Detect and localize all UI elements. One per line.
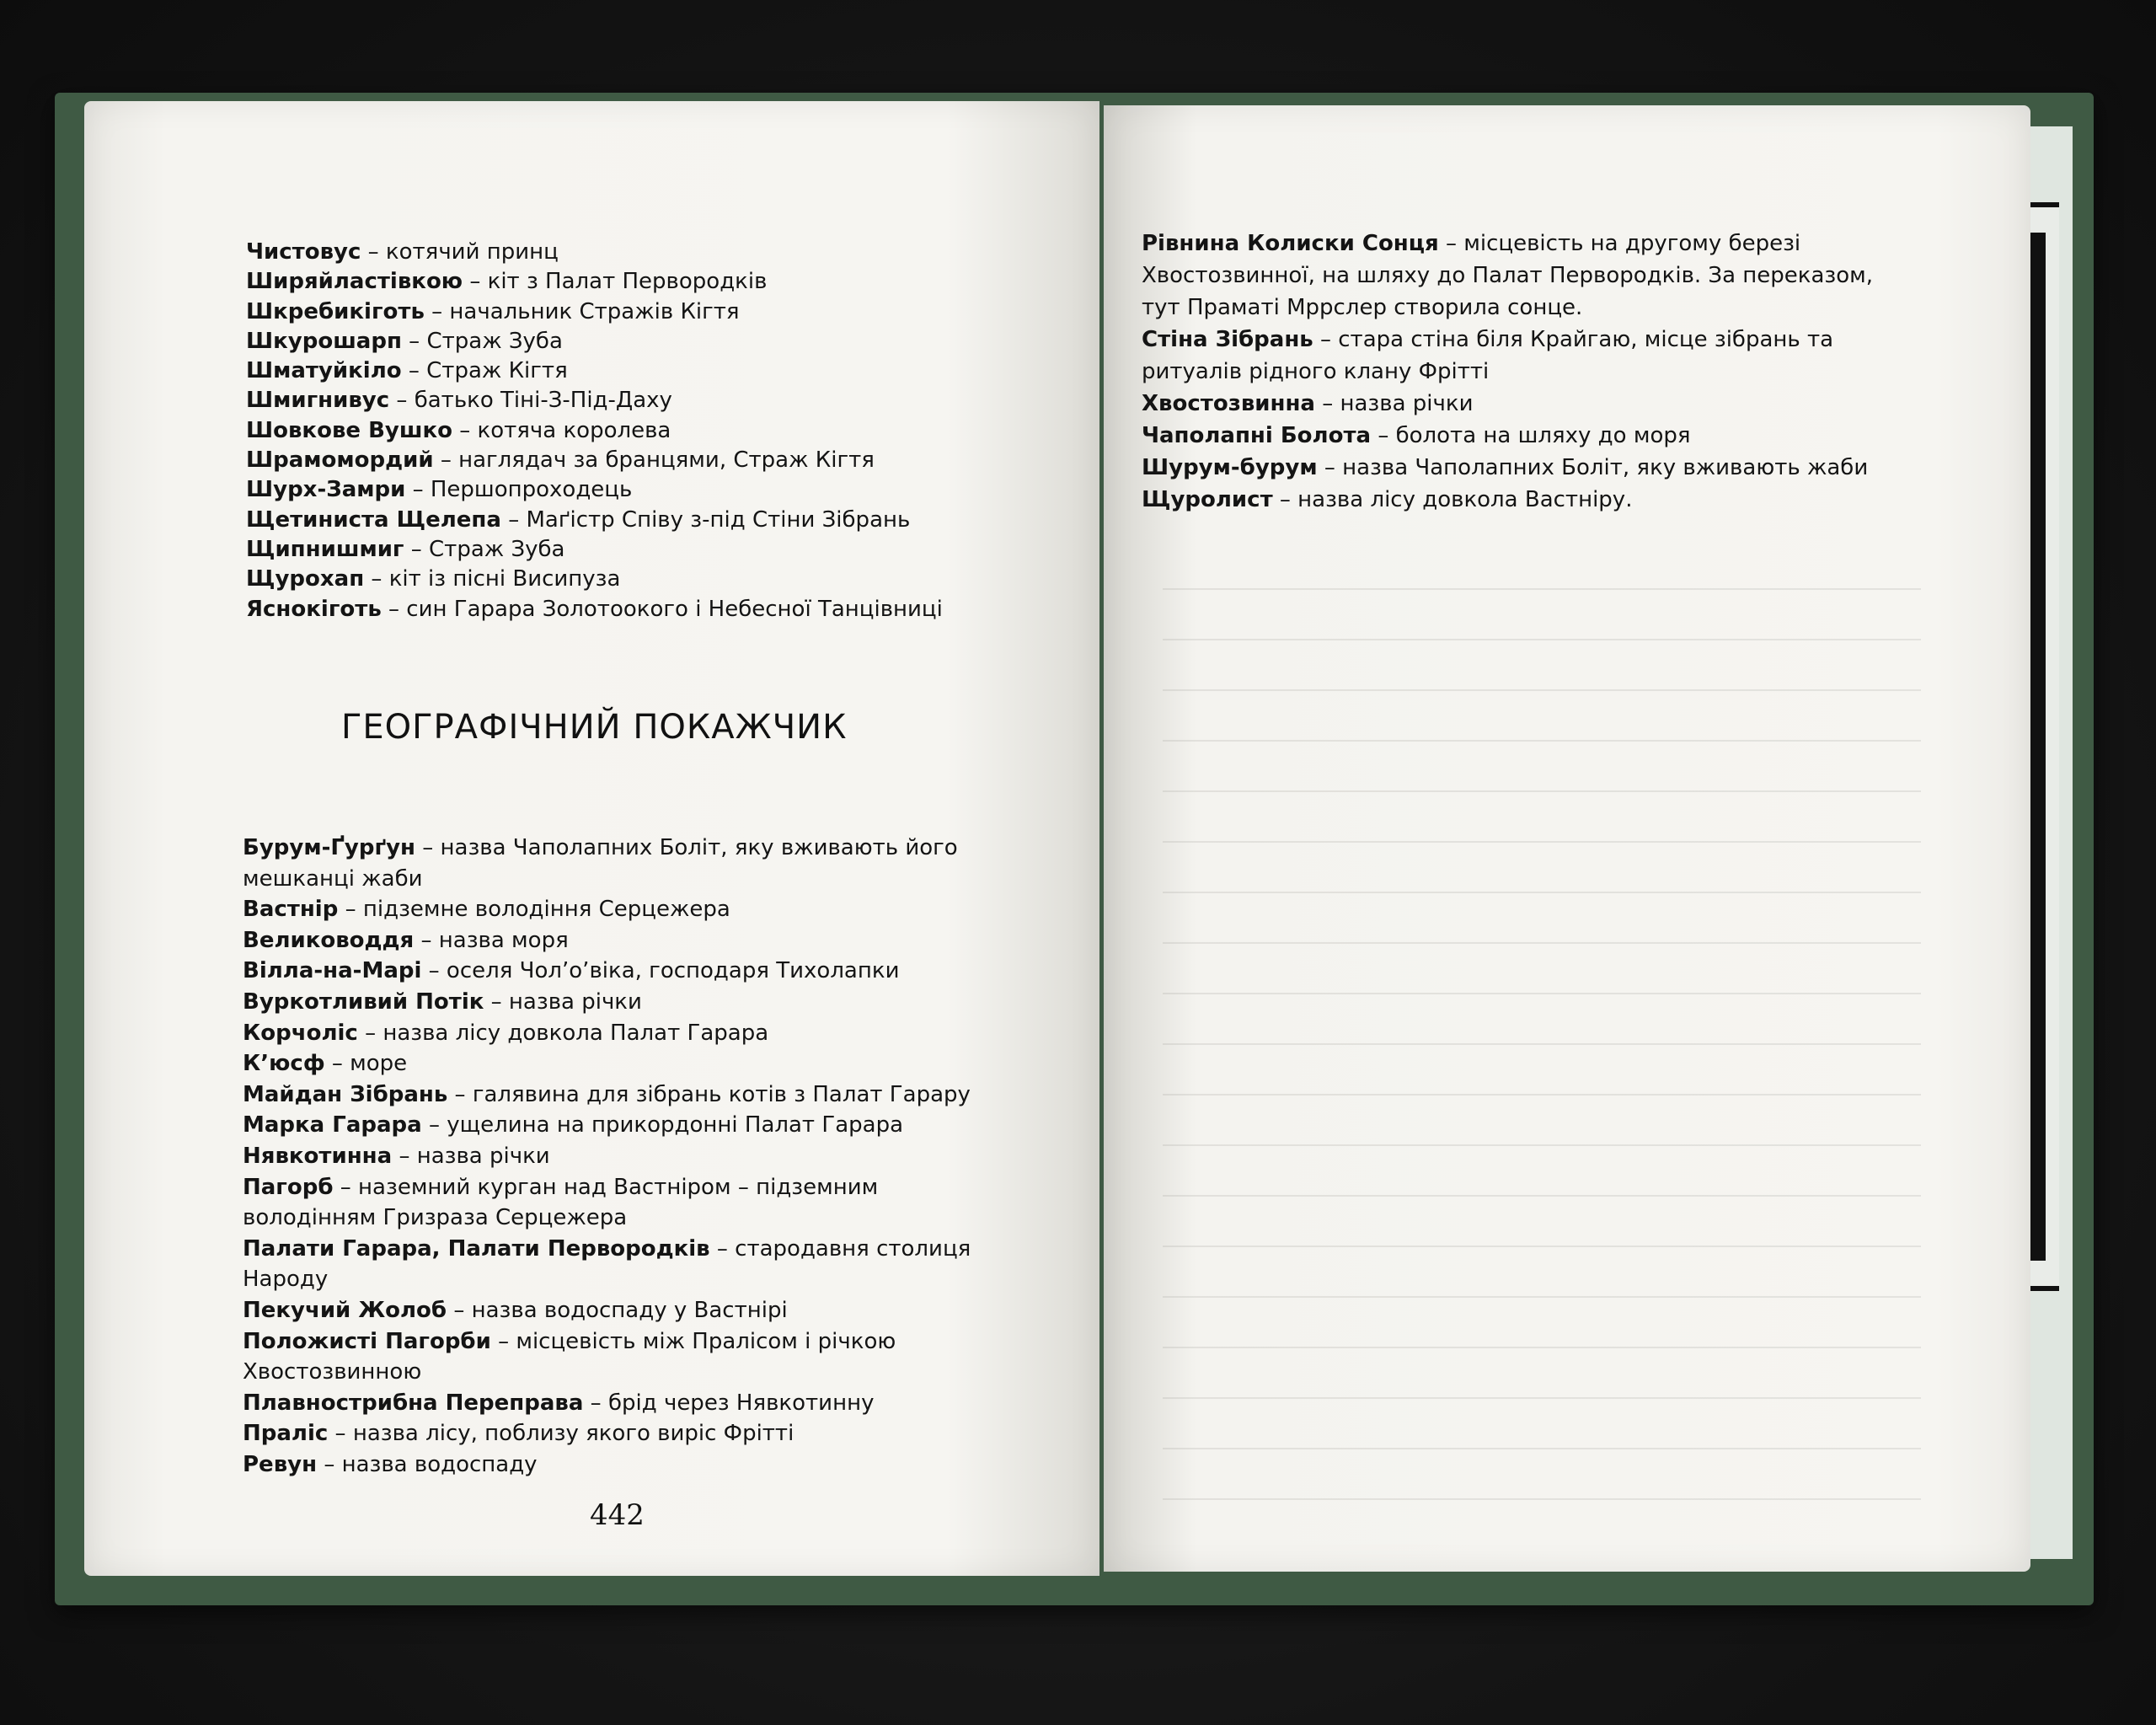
index-entry	[243, 1172, 967, 1234]
entry-description: – назва лісу довкола Вастніру.	[1272, 487, 1633, 512]
entry-term: Стіна Зібрань	[1142, 327, 1313, 352]
index-entry	[246, 356, 1089, 386]
entry-term: Шкурошарп	[246, 328, 402, 354]
entry-term: Марка Гарара	[243, 1112, 422, 1138]
entry-description: – Маґістр Співу з-під Стіни Зібрань	[500, 506, 911, 533]
entry-description: – батько Тіні-З-Під-Даху	[389, 388, 672, 414]
entry-description: – море	[324, 1051, 408, 1077]
entry-term: Щетиниста Щелепа	[246, 506, 501, 533]
entry-term: Яснокіготь	[246, 596, 382, 622]
entry-description: – назва Чаполапних Боліт, яку вживають його мешканці жаби	[243, 835, 958, 892]
index-entry	[243, 1418, 1094, 1449]
entry-term: Ширяйластівкою	[246, 269, 463, 295]
index-entry	[243, 956, 1094, 987]
entry-term: Шмигнивус	[246, 388, 390, 414]
index-entry	[243, 1048, 1094, 1079]
entry-term: К’юсф	[243, 1051, 325, 1077]
entry-description: – назва річки	[484, 988, 642, 1015]
show-through-lines	[1163, 539, 1921, 1517]
index-entry	[246, 475, 1089, 505]
entry-description: – брід через Нявкотинну	[583, 1390, 875, 1416]
entry-description: – котяча королева	[452, 417, 671, 443]
index-entry	[243, 1079, 1094, 1111]
index-entry	[1142, 388, 1900, 420]
entry-description: – назва Чаполапних Боліт, яку вживають жаби	[1317, 455, 1869, 480]
entry-term: Щипнишмиг	[246, 536, 404, 562]
index-entry	[243, 833, 1001, 894]
index-entry	[246, 565, 1089, 594]
geographic-index-list-continued	[1142, 228, 1900, 516]
index-entry	[243, 1449, 1094, 1481]
index-entry	[246, 238, 1089, 267]
entry-term: Хвостозвинна	[1142, 391, 1315, 416]
entry-term: Вастнір	[243, 897, 339, 923]
entry-description: – назва моря	[414, 927, 569, 953]
entry-term: Ревун	[243, 1451, 318, 1477]
index-entry	[243, 925, 1094, 956]
entry-term: Шматуйкіло	[246, 358, 402, 384]
entry-description: – Першопроходець	[405, 477, 633, 503]
entry-description: – наглядач за бранцями, Страж Кігтя	[433, 447, 875, 474]
entry-term: Рівнина Колиски Сонця	[1142, 231, 1439, 256]
index-entry	[246, 327, 1089, 356]
entry-description: – син Гарара Золотоокого і Небесної Танцівниці	[381, 596, 943, 622]
index-entry	[1142, 452, 1900, 484]
entry-description: – галявина для зібрань котів з Палат Гарару	[447, 1081, 971, 1107]
entry-description: – кіт з Палат Первородків	[463, 269, 768, 295]
index-entry	[243, 1141, 1094, 1172]
entry-description: – підземне володіння Серцежера	[338, 897, 730, 923]
entry-description: – котячий принц	[361, 239, 559, 265]
index-entry	[246, 506, 1089, 535]
entry-term: Пагорб	[243, 1174, 334, 1200]
entry-term: Вуркотливий Потік	[243, 988, 484, 1015]
index-entry	[246, 267, 1089, 297]
entry-term: Палати Гарара, Палати Первородків	[243, 1235, 710, 1262]
entry-term: Шурх-Замри	[246, 477, 406, 503]
entry-description: – ущелина на прикордонні Палат Гарара	[421, 1112, 904, 1138]
index-entry	[243, 1388, 1094, 1419]
entry-description: – назва водоспаду у Вастнірі	[447, 1297, 788, 1323]
entry-term: Шрамомордий	[246, 447, 434, 474]
entry-term: Велиководдя	[243, 927, 415, 953]
index-entry	[246, 386, 1089, 415]
character-index-list	[246, 238, 1089, 624]
entry-description: – Страж Зуба	[401, 328, 563, 354]
index-entry	[243, 1110, 1094, 1141]
index-entry	[243, 1295, 1094, 1326]
entry-description: – назва річки	[392, 1143, 550, 1169]
entry-description: – стара стіна біля Крайгаю, місце зібрань та ритуалів рідного клану Фрітті	[1142, 327, 1834, 384]
index-entry	[243, 1326, 967, 1388]
entry-term: Майдан Зібрань	[243, 1081, 448, 1107]
entry-term: Пекучий Жолоб	[243, 1297, 447, 1323]
entry-term: Чистовус	[246, 239, 361, 265]
entry-description: – болота на шляху до моря	[1371, 423, 1691, 448]
entry-term: Корчоліс	[243, 1020, 358, 1046]
entry-description: – начальник Стражів Кігтя	[424, 298, 740, 324]
entry-description: – наземний курган над Вастніром – підземним володінням Гризраза Серцежера	[243, 1174, 879, 1231]
entry-description: – назва лісу довкола Палат Гарара	[357, 1020, 769, 1046]
entry-description: – назва річки	[1314, 391, 1474, 416]
entry-description: – кіт із пісні Висипуза	[364, 566, 621, 592]
entry-term: Плавнострибна Переправа	[243, 1390, 584, 1416]
entry-term: Шкребикіготь	[246, 298, 425, 324]
geographic-index-heading: ГЕОГРАФІЧНИЙ ПОКАЖЧИК	[341, 708, 848, 747]
entry-term: Шовкове Вушко	[246, 417, 452, 443]
entry-term: Положисті Пагорби	[243, 1328, 491, 1354]
entry-term: Шурум-бурум	[1142, 455, 1318, 480]
index-entry	[243, 894, 1094, 925]
entry-term: Щуролист	[1142, 487, 1273, 512]
entry-term: Праліс	[243, 1421, 329, 1447]
geographic-index-list	[243, 833, 1094, 1480]
index-entry	[246, 297, 1089, 327]
index-entry	[243, 1018, 1094, 1049]
index-entry	[243, 987, 1094, 1018]
index-entry	[1142, 228, 1883, 324]
entry-term: Бурум-Ґурґун	[243, 835, 415, 860]
entry-term: Вілла-на-Марі	[243, 958, 422, 984]
index-entry	[246, 535, 1089, 565]
index-entry	[1142, 484, 1900, 516]
page-number: 442	[590, 1498, 645, 1532]
entry-term: Нявкотинна	[243, 1143, 393, 1169]
entry-description: – Страж Зуба	[404, 536, 565, 562]
entry-term: Щурохап	[246, 566, 365, 592]
entry-description: – оселя Чол’о’віка, господаря Тихолапки	[421, 958, 900, 984]
entry-description: – місцевість між Пралісом і річкою Хвостозвинною	[243, 1328, 896, 1385]
index-entry	[246, 446, 1089, 475]
entry-description: – Страж Кігтя	[401, 358, 568, 384]
entry-description: – назва лісу, поблизу якого виріс Фрітті	[328, 1421, 794, 1447]
index-entry	[246, 595, 1089, 624]
index-entry	[243, 1234, 1001, 1295]
entry-term: Чаполапні Болота	[1142, 423, 1372, 448]
index-entry	[1142, 420, 1900, 452]
entry-description: – стародавня столиця Народу	[243, 1235, 971, 1293]
entry-description: – назва водоспаду	[317, 1451, 538, 1477]
index-entry	[1142, 324, 1883, 388]
index-entry	[246, 416, 1089, 446]
entry-description: – місцевість на другому березі Хвостозвинної, на шляху до Палат Первородків. За переказом, тут Праматі Мррслер створила сонце.	[1142, 231, 1874, 320]
